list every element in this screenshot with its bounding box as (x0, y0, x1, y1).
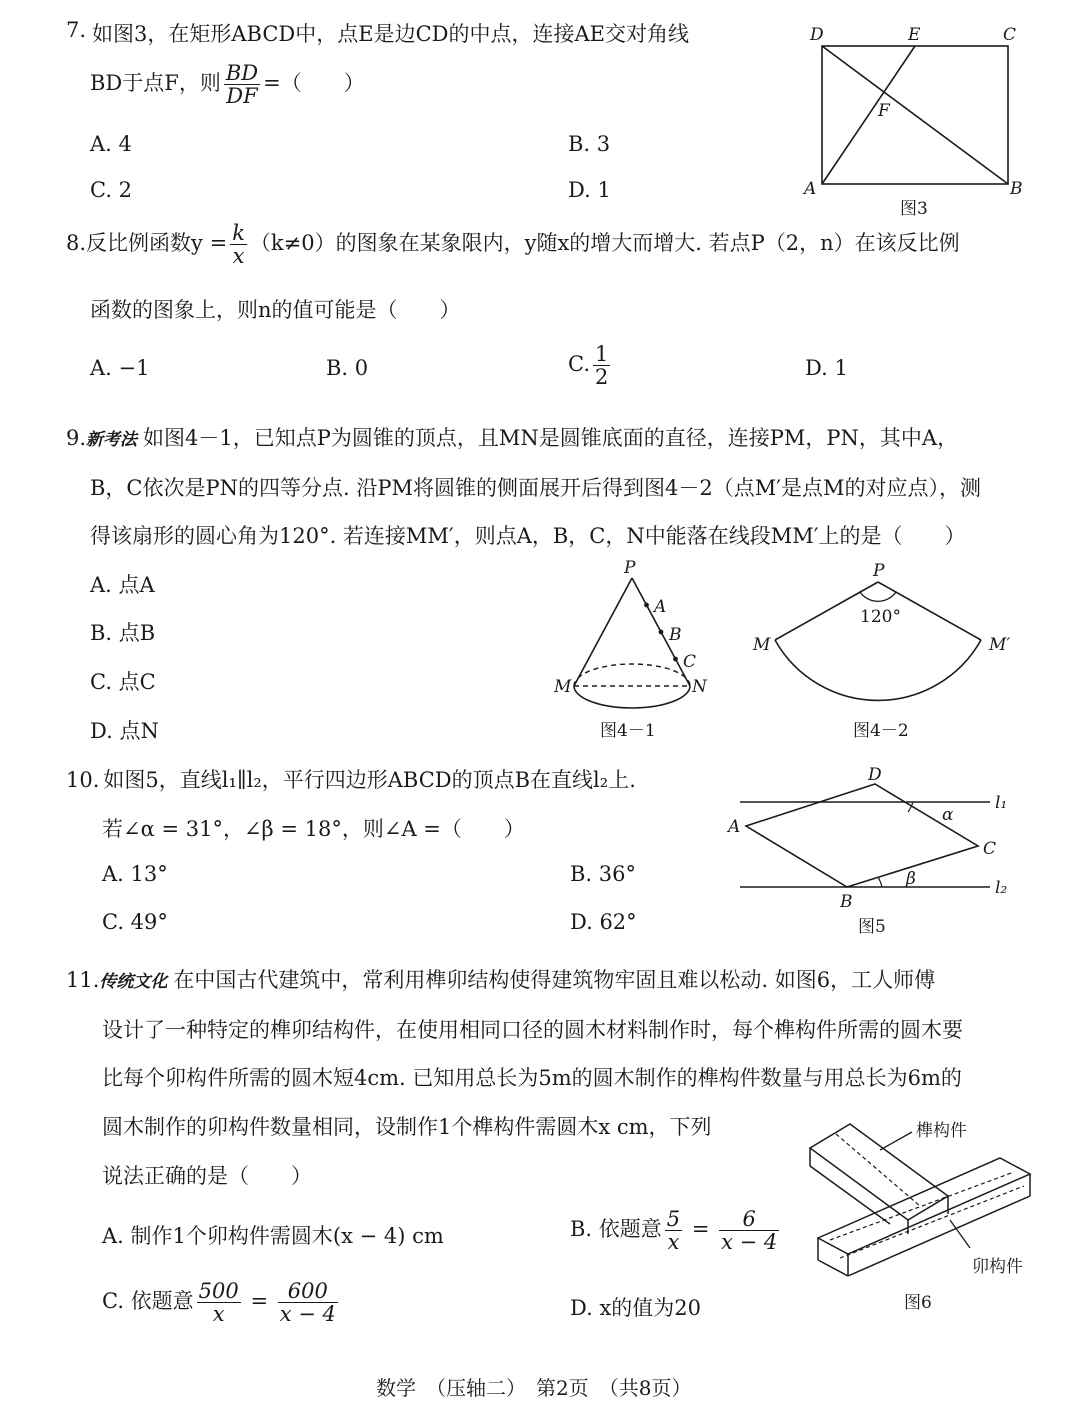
q7-stem-line1: 如图3，在矩形ABCD中，点E是边CD的中点，连接AE交对角线 (92, 22, 689, 46)
q8-text-post: （k≠0）的图象在某象限内，y随x的增大而增大. 若点P（2，n）在该反比例 (249, 231, 960, 256)
q11-option-d[interactable]: D. x的值为20 (570, 1296, 702, 1320)
q7-option-b[interactable]: B. 3 (568, 132, 611, 156)
fig5-label-b: B (840, 892, 853, 912)
q10-option-b[interactable]: B. 36° (570, 862, 637, 886)
q11-stem-line2: 设计了一种特定的榫卯结构件，在使用相同口径的圆木材料制作时，每个榫构件所需的圆木要 (102, 1018, 963, 1042)
q9-tag: 新考法 (86, 430, 138, 450)
q11-c-den2: x − 4 (279, 1302, 336, 1327)
q8-option-c[interactable] (568, 343, 613, 388)
q7-option-c[interactable]: C. 2 (90, 178, 133, 202)
figure-4-1-cone (550, 560, 720, 750)
q10-option-d[interactable]: D. 62° (570, 910, 637, 934)
fig3-label-e: E (908, 25, 921, 45)
q7-fraction (224, 62, 260, 107)
fig5-caption: 图5 (858, 917, 886, 937)
q7-paren: =（ ） (263, 71, 365, 96)
fig3-label-b: B (1010, 179, 1023, 199)
fig41-label-p: P (624, 558, 636, 578)
q7-text: BD于点F，则 (90, 71, 221, 96)
q7-frac-num: BD (225, 61, 259, 85)
q7-option-d[interactable]: D. 1 (568, 178, 611, 202)
q11-b-frac-left (665, 1208, 682, 1253)
q11-c-frac-right (278, 1280, 338, 1325)
fig41-label-c: C (683, 652, 697, 672)
q8-frac-den: x (232, 244, 245, 269)
fig5-line-l2: l₂ (995, 878, 1008, 898)
fig3-label-f: F (878, 101, 890, 121)
q7-number: 7. (66, 18, 87, 42)
fig5-line-l1: l₁ (995, 793, 1008, 813)
fig5-label-d: D (868, 765, 882, 785)
q11-b-frac-right (719, 1208, 779, 1253)
q10-stem-line1 (66, 764, 636, 794)
q7-frac-den: DF (226, 84, 258, 109)
q8-stem-line2: 函数的图象上，则n的值可能是（ ） (90, 298, 461, 322)
fig6-caption: 图6 (904, 1293, 932, 1313)
q11-b-den1: x (667, 1230, 680, 1255)
fig41-label-b: B (669, 625, 682, 645)
fig42-label-m: M (753, 635, 771, 655)
fig42-label-p: P (873, 561, 885, 581)
q9-text-line1: 如图4－1，已知点P为圆锥的顶点，且MN是圆锥底面的直径，连接PM，PN，其中A， (143, 426, 959, 450)
q9-stem-line2: B，C依次是PN的四等分点. 沿PM将圆锥的侧面展开后得到图4－2（点M′是点M的对应点），测 (90, 476, 981, 500)
page-footer: 数学 （压轴二） 第2页 （共8页） (376, 1376, 692, 1400)
q11-option-a[interactable]: A. 制作1个卯构件需圆木(x − 4) cm (102, 1224, 444, 1248)
q11-tag: 传统文化 (99, 972, 168, 992)
figure-6-tenon-mortise (800, 1110, 1050, 1320)
q11-stem-line3: 比每个卯构件所需的圆木短4cm. 已知用总长为5m的圆木制作的榫构件数量与用总长为6m的 (102, 1066, 962, 1090)
q8-c-label: C. (568, 352, 590, 377)
fig41-caption: 图4－1 (600, 721, 656, 741)
q8-option-b[interactable]: B. 0 (326, 356, 369, 380)
fig3-label-c: C (1003, 25, 1017, 45)
q8-fraction (230, 222, 247, 267)
fig5-label-a: A (728, 817, 741, 837)
q11-c-num2: 600 (278, 1280, 338, 1303)
q9-option-c[interactable]: C. 点C (90, 670, 156, 694)
q11-text-line1: 在中国古代建筑中，常利用榫卯结构使得建筑物牢固且难以松动. 如图6，工人师傅 (173, 968, 936, 992)
fig3-caption: 图3 (900, 199, 928, 219)
fig5-label-c: C (983, 839, 997, 859)
q8-frac-num: k (232, 221, 245, 245)
q11-stem-line5: 说法正确的是（ ） (102, 1164, 312, 1188)
q9-stem-line1 (66, 422, 958, 452)
q11-stem-line1 (66, 964, 935, 994)
fig5-angle-beta: β (906, 869, 916, 889)
q10-text-line1: 如图5，直线l₁∥l₂，平行四边形ABCD的顶点B在直线l₂上. (103, 768, 636, 792)
fig42-caption: 图4－2 (853, 721, 909, 741)
q9-number: 9. (66, 426, 87, 450)
figure-4-2-sector (745, 560, 1025, 750)
fig3-label-d: D (810, 25, 824, 45)
fig41-label-n: N (692, 677, 707, 697)
q9-stem-line3: 得该扇形的圆心角为120°. 若连接MM′，则点A，B，C，N中能落在线段MM′上的是（ ） (90, 524, 966, 548)
q10-stem-line2: 若∠α = 31°，∠β = 18°，则∠A =（ ） (102, 817, 525, 841)
q7-stem-line2 (90, 62, 365, 107)
fig5-angle-alpha: α (942, 805, 954, 825)
q9-option-d[interactable]: D. 点N (90, 719, 159, 743)
q11-c-den1: x (212, 1302, 225, 1327)
fig42-angle: 120° (860, 607, 901, 627)
q8-number: 8. (66, 231, 87, 256)
q8-c-den: 2 (595, 365, 609, 390)
q11-b-label: B. 依题意 (570, 1217, 662, 1242)
q11-c-frac-left (197, 1280, 241, 1325)
fig42-label-m-prime: M′ (989, 635, 1011, 655)
q11-b-den2: x − 4 (721, 1230, 778, 1255)
q9-option-b[interactable]: B. 点B (90, 621, 156, 645)
q8-c-num: 1 (595, 342, 609, 366)
q11-c-num1: 500 (198, 1279, 239, 1303)
fig41-label-a: A (654, 597, 667, 617)
fig3-label-a: A (804, 179, 817, 199)
q8-text-pre: 反比例函数y = (86, 231, 228, 256)
figure-3-rectangle (800, 20, 1040, 220)
q10-option-c[interactable]: C. 49° (102, 910, 168, 934)
q8-option-d[interactable]: D. 1 (805, 356, 848, 380)
q11-stem-line4: 圆木制作的卯构件数量相同，设制作1个榫构件需圆木x cm，下列 (102, 1115, 712, 1139)
q11-number: 11. (66, 968, 100, 992)
fig6-label-tenon: 榫构件 (916, 1121, 967, 1141)
q9-option-a[interactable]: A. 点A (90, 573, 155, 597)
q11-b-num1: 5 (666, 1207, 681, 1231)
fig6-label-mortise: 卯构件 (972, 1257, 1023, 1277)
q8-c-fraction (593, 343, 610, 388)
q10-option-a[interactable]: A. 13° (102, 862, 168, 886)
q10-number: 10. (66, 768, 100, 792)
q8-option-a[interactable]: A. −1 (90, 356, 150, 380)
q8-stem-line1 (66, 222, 960, 267)
q11-option-b[interactable]: B. 依题意 $\frac{5}{x}$ = $\frac{6}{x - 4}$ (570, 1207, 778, 1255)
q11-b-num2: 6 (719, 1208, 779, 1231)
q11-option-c[interactable]: C. 依题意 $\frac{500}{x}$ = $\frac{600}{x - 4}$ (102, 1279, 336, 1327)
q11-c-label: C. 依题意 (102, 1289, 194, 1314)
figure-5-parallelogram (720, 764, 1040, 944)
fig41-label-m: M (554, 677, 572, 697)
q7-option-a[interactable]: A. 4 (90, 132, 132, 156)
